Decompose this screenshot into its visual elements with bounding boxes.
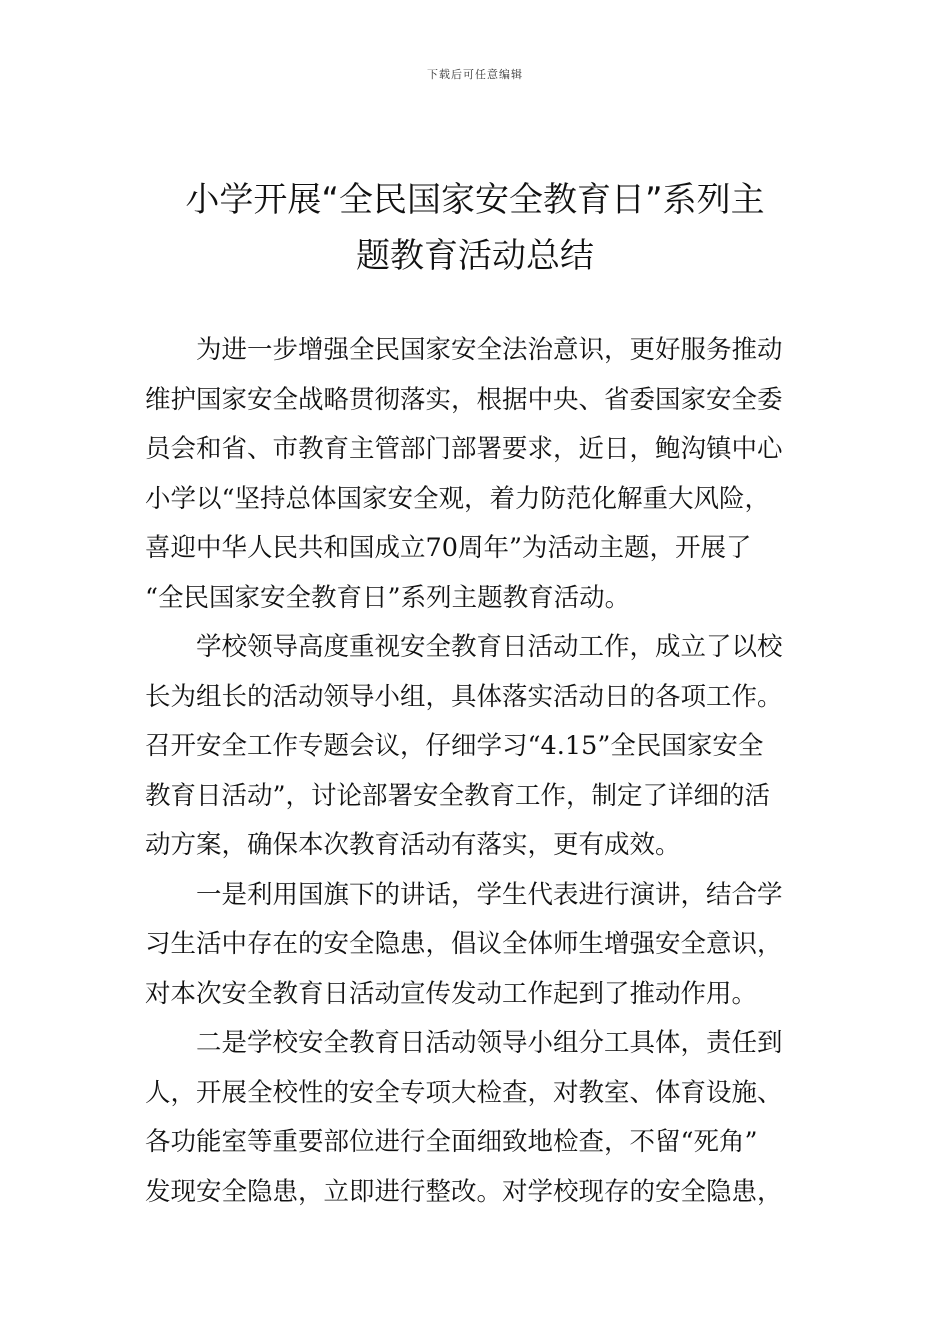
paragraph-line: 动方案，确保本次教育活动有落实，更有成效。: [145, 830, 681, 860]
paragraph-line: 召开安全工作专题会议，仔细学习“4.15”全民国家安全: [145, 731, 764, 761]
paragraph-line: 喜迎中华人民共和国成立70周年”为活动主题，开展了: [145, 533, 752, 563]
paragraph-3: [145, 871, 810, 1020]
paragraph-line: 员会和省、市教育主管部门部署要求，近日，鲍沟镇中心: [145, 434, 783, 464]
document-title: [140, 172, 810, 284]
paragraph-line: 发现安全隐患，立即进行整改。对学校现存的安全隐患，: [145, 1176, 783, 1207]
paragraph-line: 小学以“坚持总体国家安全观，着力防范化解重大风险，: [145, 483, 771, 514]
paragraph-line: 维护国家安全战略贯彻落实，根据中央、省委国家安全委: [145, 384, 783, 415]
paragraph-line: 教育日活动”，讨论部署安全教育工作，制定了详细的活: [145, 780, 771, 811]
paragraph-line: 习生活中存在的安全隐患，倡议全体师生增强安全意识，: [145, 929, 783, 959]
document-body: [145, 326, 810, 1217]
paragraph-line: 二是学校安全教育日活动领导小组分工具体，责任到: [196, 1028, 783, 1058]
paragraph-line: 对本次安全教育日活动宣传发动工作起到了推动作用。: [145, 978, 758, 1009]
paragraph-line: 人，开展全校性的安全专项大检查，对教室、体育设施、: [145, 1077, 783, 1108]
title-line: 题教育活动总结: [356, 236, 594, 276]
paragraph-4: [145, 1019, 810, 1217]
title-line: 小学开展“全民国家安全教育日”系列主: [185, 180, 765, 220]
header-note: 下载后可任意编辑: [427, 68, 523, 81]
paragraph-line: 为进一步增强全民国家安全法治意识，更好服务推动: [196, 335, 783, 365]
paragraph-line: 一是利用国旗下的讲话，学生代表进行演讲，结合学: [196, 879, 783, 910]
paragraph-line: 长为组长的活动领导小组，具体落实活动日的各项工作。: [145, 681, 783, 712]
paragraph-line: 学校领导高度重视安全教育日活动工作，成立了以校: [196, 632, 783, 662]
paragraph-line: “全民国家安全教育日”系列主题教育活动。: [145, 582, 631, 613]
paragraph-1: [145, 326, 810, 623]
paragraph-2: [145, 623, 810, 871]
paragraph-line: 各功能室等重要部位进行全面细致地检查，不留“死角”: [145, 1127, 758, 1157]
